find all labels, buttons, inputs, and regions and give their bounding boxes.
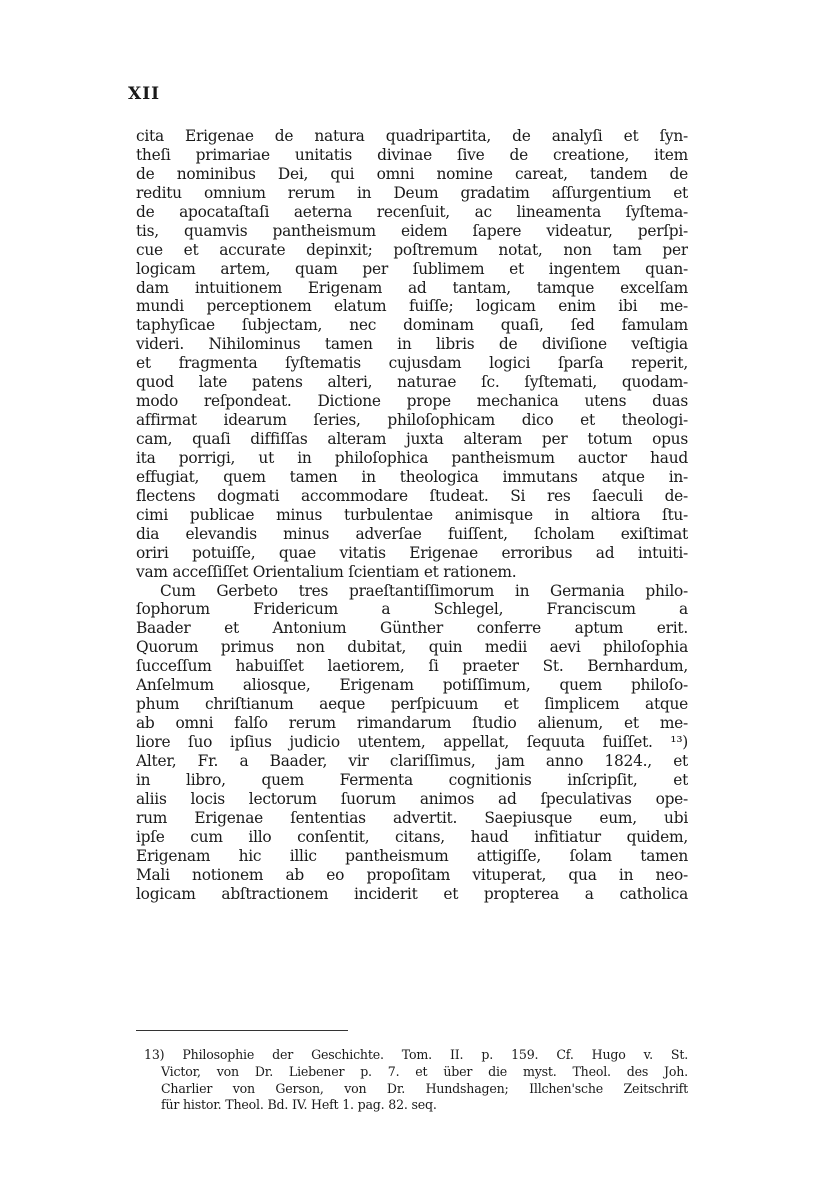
- text-line: aliis locis lectorum ſuorum animos ad ſpeculativas ope-: [136, 789, 688, 808]
- footnote-line: für histor. Theol. Bd. IV. Heft 1. pag. 82. seq.: [161, 1097, 437, 1113]
- text-line: logicam artem, quam per ſublimem et ingentem quan-: [136, 259, 688, 278]
- text-line: Anſelmum aliosque, Erigenam potiſſimum, quem philoſo-: [136, 676, 688, 695]
- text-line: cue et accurate depinxit; poſtremum notat, non tam per: [136, 240, 688, 259]
- text-line: cimi publicae minus turbulentae animisque in altiora ſtu-: [136, 505, 688, 524]
- text-line: Baader et Antonium Günther conferre aptum erit.: [136, 619, 688, 638]
- text-line: Quorum primus non dubitat, quin medii aevi philoſophia: [136, 638, 688, 657]
- footnotes: [144, 1047, 688, 1114]
- text-line: Mali notionem ab eo propoſitam vituperat, qua in neo-: [136, 865, 688, 884]
- text-line: logicam abſtractionem inciderit et propterea a catholica: [136, 884, 688, 903]
- text-line: rum Erigenae ſententias advertit. Saepiusque eum, ubi: [136, 808, 688, 827]
- text-line: ſucceſſum habuiſſet laetiorem, ſi praeter St. Bernhardum,: [136, 657, 688, 676]
- text-line: dia elevandis minus adverſae fuiſſent, ſcholam exiſtimat: [136, 524, 688, 543]
- text-line: et fragmenta ſyſtematis cujusdam logici ſparſa reperit,: [136, 354, 688, 373]
- text-line: modo reſpondeat. Dictione prope mechanica utens duas: [136, 392, 688, 411]
- text-line: ita porrigi, ut in philoſophica pantheismum auctor haud: [136, 448, 688, 467]
- text-line: Alter, Fr. a Baader, vir clariſſimus, jam anno 1824., et: [136, 751, 688, 770]
- text-line: effugiat, quem tamen in theologica immutans atque in-: [136, 467, 688, 486]
- text-line: quod late patens alteri, naturae ſc. ſyſtemati, quodam-: [136, 373, 688, 392]
- text-line: ab omni falſo rerum rimandarum ſtudio alienum, et me-: [136, 714, 688, 733]
- text-line: reditu omnium rerum in Deum gradatim aſſurgentium et: [136, 183, 688, 202]
- body-text: [136, 127, 688, 903]
- footnote-line: Victor, von Dr. Liebener p. 7. et über die myst. Theol. des Joh.: [161, 1063, 688, 1079]
- text-line: tis, quamvis pantheismum eidem ſapere videatur, perſpi-: [136, 221, 688, 240]
- text-line: in libro, quem Fermenta cognitionis inſcripſit, et: [136, 770, 688, 789]
- text-line: oriri potuiſſe, quae vitatis Erigenae erroribus ad intuiti-: [136, 543, 688, 562]
- text-line: videri. Nihilominus tamen in libris de diviſione veſtigia: [136, 335, 688, 354]
- text-line: liore ſuo ipſius judicio utentem, appellat, ſequuta fuiſſet. ¹³): [136, 733, 688, 751]
- text-line: cita Erigenae de natura quadripartita, de analyſi et ſyn-: [136, 127, 688, 145]
- text-line: vam acceſſiſſet Orientalium ſcientiam et rationem.: [136, 562, 517, 581]
- text-line: ſophorum Fridericum a Schlegel, Franciscum a: [136, 600, 688, 619]
- text-line: flectens dogmati accommodare ſtudeat. Si res ſaeculi de-: [136, 486, 688, 505]
- text-line: de apocataſtaſi aeterna recenſuit, ac lineamenta ſyſtema-: [136, 202, 688, 221]
- page-number: XII: [128, 84, 161, 104]
- text-line: taphyſicae ſubjectam, nec dominam quaſi, ſed famulam: [136, 316, 688, 335]
- text-line: mundi perceptionem elatum fuiſſe; logicam enim ibi me-: [136, 297, 688, 316]
- text-line: de nominibus Dei, qui omni nomine careat, tandem de: [136, 164, 688, 183]
- text-line: affirmat idearum ſeries, philoſophicam dico et theologi-: [136, 411, 688, 430]
- text-line: phum chriſtianum aeque perſpicuum et ſimplicem atque: [136, 695, 688, 714]
- footnote-line: 13) Philosophie der Geschichte. Tom. II. p. 159. Cf. Hugo v. St.: [144, 1047, 688, 1062]
- text-line: Cum Gerbeto tres praeſtantiſſimorum in Germania philo-: [160, 581, 688, 600]
- text-line: Erigenam hic illic pantheismum attigiſſe, ſolam tamen: [136, 846, 688, 865]
- text-line: theſi primariae unitatis divinae ſive de creatione, item: [136, 145, 688, 164]
- text-line: dam intuitionem Erigenam ad tantam, tamque excelſam: [136, 278, 688, 297]
- text-line: cam, quaſi diffiſſas alteram juxta alteram per totum opus: [136, 430, 688, 448]
- text-line: ipſe cum illo conſentit, citans, haud infitiatur quidem,: [136, 827, 688, 846]
- footnote-divider: [136, 1030, 348, 1031]
- footnote-line: Charlier von Gerson, von Dr. Hundshagen; Illchen'sche Zeitschrift: [161, 1080, 688, 1096]
